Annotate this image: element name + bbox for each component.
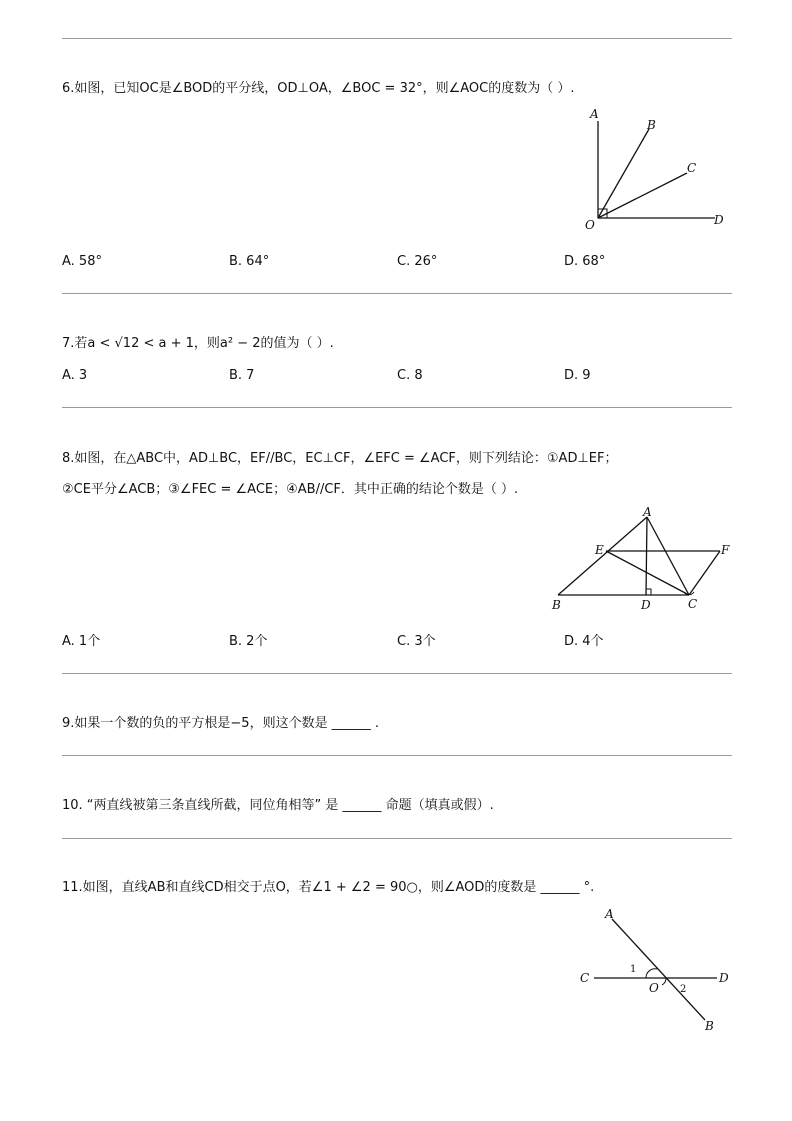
q6-option-a[interactable]: A. 58° <box>62 254 102 269</box>
separator-q8-q9 <box>62 673 732 674</box>
q6-option-c[interactable]: C. 26° <box>397 254 438 269</box>
q8-label-F: F <box>721 543 730 557</box>
q8-stem-line2: ②CE平分∠ACB；③∠FEC = ∠ACE；④AB//CF．其中正确的结论个数是（ ）. <box>62 482 519 497</box>
separator-q6-q7 <box>62 293 732 294</box>
q7-option-c[interactable]: C. 8 <box>397 368 423 383</box>
q6-option-d[interactable]: D. 68° <box>564 254 606 269</box>
q11-label-D: D <box>719 971 729 985</box>
separator-q9-q10 <box>62 755 732 756</box>
q11-angle-1-label: 1 <box>630 964 637 975</box>
q8-figure <box>548 505 738 617</box>
q8-label-A: A <box>643 505 652 519</box>
q11-figure <box>572 905 737 1035</box>
q6-label-C: C <box>687 161 697 175</box>
q8-stem-line1: 8.如图，在△ABC中，AD⊥BC，EF//BC，EC⊥CF，∠EFC = ∠ACF，则下列结论：①AD⊥EF； <box>62 451 618 466</box>
q6-label-O: O <box>585 218 595 232</box>
q8-option-a[interactable]: A. 1个 <box>62 634 101 649</box>
q8-option-c[interactable]: C. 3个 <box>397 634 436 649</box>
q11-label-C: C <box>580 971 590 985</box>
q6-option-b[interactable]: B. 64° <box>229 254 270 269</box>
q9-stem: 9.如果一个数的负的平方根是−5，则这个数是 ______ . <box>62 716 379 731</box>
q7-option-a[interactable]: A. 3 <box>62 368 88 383</box>
q11-label-B: B <box>705 1019 714 1033</box>
q8-option-d[interactable]: D. 4个 <box>564 634 604 649</box>
q11-label-O: O <box>649 981 659 995</box>
q6-stem: 6.如图，已知OC是∠BOD的平分线，OD⊥OA，∠BOC = 32°，则∠AOC的度数为（ ）. <box>62 81 575 96</box>
q6-label-A: A <box>590 107 599 121</box>
q8-label-B: B <box>552 598 561 612</box>
q11-angle-2-label: 2 <box>680 984 687 995</box>
q8-label-C: C <box>688 597 698 611</box>
q6-label-B: B <box>647 118 656 132</box>
q11-label-A: A <box>605 907 614 921</box>
q7-option-b[interactable]: B. 7 <box>229 368 255 383</box>
q8-label-E: E <box>595 543 604 557</box>
q7-stem: 7.若a < √12 < a + 1，则a² − 2的值为（ ）. <box>62 336 334 351</box>
q10-stem: 10. “两直线被第三条直线所截，同位角相等” 是 ______ 命题（填真或假）. <box>62 798 494 813</box>
q6-label-D: D <box>714 213 724 227</box>
separator-top <box>62 38 732 39</box>
separator-q7-q8 <box>62 407 732 408</box>
q8-label-D: D <box>641 598 651 612</box>
q11-stem: 11.如图，直线AB和直线CD相交于点O，若∠1 + ∠2 = 90○，则∠AOD的度数是 ______ °. <box>62 880 595 895</box>
separator-q10-q11 <box>62 838 732 839</box>
q6-figure <box>575 105 735 235</box>
q8-option-b[interactable]: B. 2个 <box>229 634 268 649</box>
q7-option-d[interactable]: D. 9 <box>564 368 591 383</box>
